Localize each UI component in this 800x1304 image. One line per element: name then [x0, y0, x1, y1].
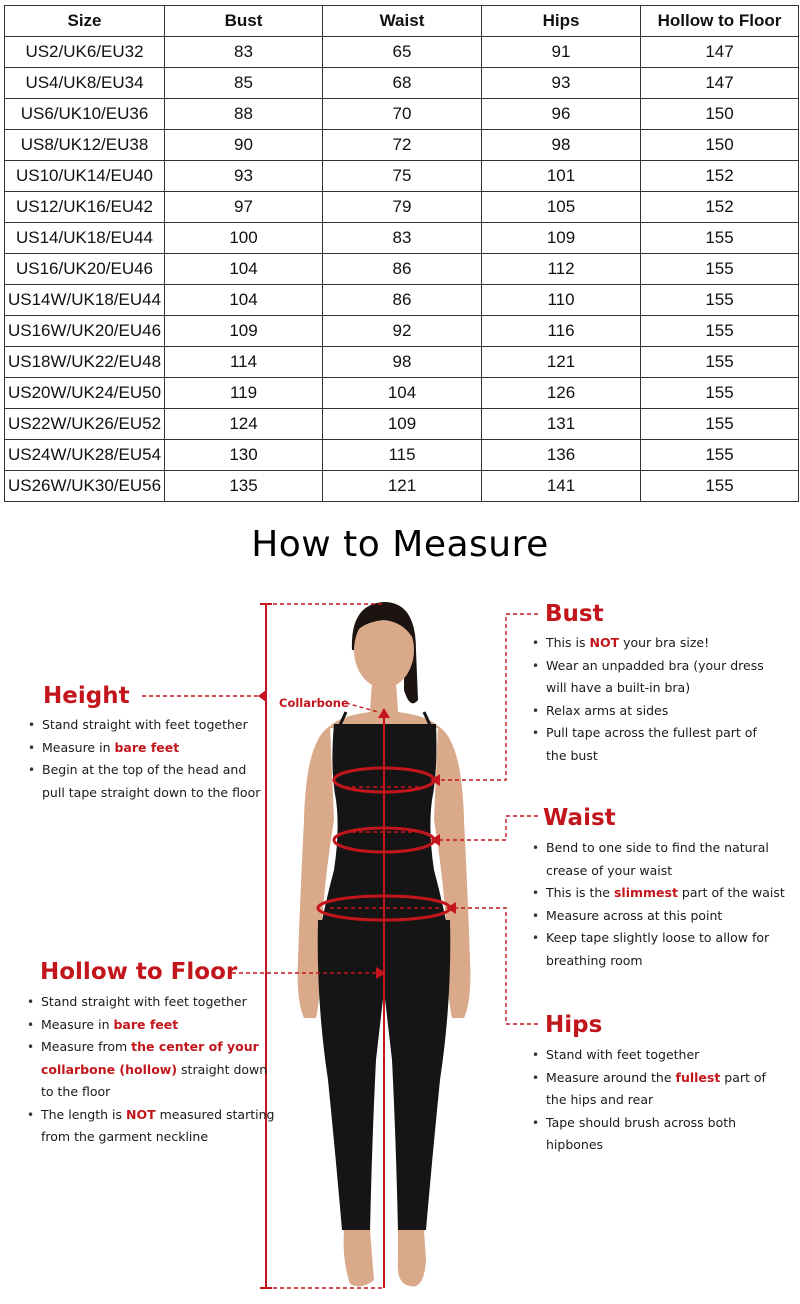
cell-hollow-to-floor: 155	[641, 223, 799, 254]
cell-hips: 136	[482, 440, 641, 471]
cell-bust: 100	[165, 223, 323, 254]
bust-instructions	[532, 632, 764, 767]
cell-bust: 135	[165, 471, 323, 502]
cell-bust: 97	[165, 192, 323, 223]
cell-waist: 115	[323, 440, 482, 471]
list-item: • The length is NOT measured starting from the garment neckline	[27, 1104, 274, 1149]
cell-size: US14/UK18/EU44	[5, 223, 165, 254]
cell-waist: 83	[323, 223, 482, 254]
list-item: • Stand straight with feet together	[28, 714, 260, 737]
cell-hollow-to-floor: 152	[641, 192, 799, 223]
cell-size: US16/UK20/EU46	[5, 254, 165, 285]
cell-size: US20W/UK24/EU50	[5, 378, 165, 409]
list-item: • This is the slimmest part of the waist	[532, 882, 785, 905]
list-item: • Tape should brush across both hipbones	[532, 1112, 766, 1157]
cell-size: US22W/UK26/EU52	[5, 409, 165, 440]
cell-waist: 70	[323, 99, 482, 130]
cell-waist: 121	[323, 471, 482, 502]
list-item: • Relax arms at sides	[532, 700, 764, 723]
cell-hips: 126	[482, 378, 641, 409]
how-to-measure-title: How to Measure	[251, 524, 549, 565]
cell-size: US14W/UK18/EU44	[5, 285, 165, 316]
cell-hips: 110	[482, 285, 641, 316]
cell-bust: 83	[165, 37, 323, 68]
collarbone-label: Collarbone	[279, 696, 349, 710]
cell-size: US12/UK16/EU42	[5, 192, 165, 223]
bust-heading: Bust	[545, 601, 604, 627]
cell-hollow-to-floor: 155	[641, 471, 799, 502]
list-item: • This is NOT your bra size!	[532, 632, 764, 655]
cell-hips: 91	[482, 37, 641, 68]
cell-size: US8/UK12/EU38	[5, 130, 165, 161]
cell-size: US10/UK14/EU40	[5, 161, 165, 192]
height-instructions	[28, 714, 260, 804]
cell-waist: 92	[323, 316, 482, 347]
cell-hollow-to-floor: 150	[641, 130, 799, 161]
cell-hips: 116	[482, 316, 641, 347]
cell-bust: 124	[165, 409, 323, 440]
list-item: • Measure from the center of your collarbone (hollow) straight down to the floor	[27, 1036, 274, 1104]
height-heading: Height	[43, 683, 130, 709]
cell-size: US24W/UK28/EU54	[5, 440, 165, 471]
cell-bust: 104	[165, 285, 323, 316]
header-hollow-to-floor: Hollow to Floor	[641, 6, 799, 37]
list-item: • Bend to one side to find the natural crease of your waist	[532, 837, 785, 882]
list-item: • Stand straight with feet together	[27, 991, 274, 1014]
list-item: • Measure in bare feet	[28, 737, 260, 760]
cell-size: US18W/UK22/EU48	[5, 347, 165, 378]
header-size: Size	[5, 6, 165, 37]
cell-hollow-to-floor: 155	[641, 409, 799, 440]
list-item: • Measure across at this point	[532, 905, 785, 928]
list-item: • Measure around the fullest part of the hips and rear	[532, 1067, 766, 1112]
cell-hollow-to-floor: 155	[641, 440, 799, 471]
cell-bust: 93	[165, 161, 323, 192]
cell-bust: 109	[165, 316, 323, 347]
cell-waist: 79	[323, 192, 482, 223]
cell-hips: 141	[482, 471, 641, 502]
cell-bust: 88	[165, 99, 323, 130]
waist-heading: Waist	[543, 805, 616, 831]
cell-bust: 114	[165, 347, 323, 378]
list-item: • Wear an unpadded bra (your dress will have a built-in bra)	[532, 655, 764, 700]
cell-waist: 68	[323, 68, 482, 99]
cell-hips: 121	[482, 347, 641, 378]
cell-hollow-to-floor: 155	[641, 254, 799, 285]
cell-bust: 85	[165, 68, 323, 99]
cell-waist: 65	[323, 37, 482, 68]
cell-bust: 130	[165, 440, 323, 471]
cell-hips: 93	[482, 68, 641, 99]
cell-bust: 104	[165, 254, 323, 285]
cell-waist: 75	[323, 161, 482, 192]
height-line	[260, 604, 272, 1288]
cell-waist: 109	[323, 409, 482, 440]
cell-waist: 86	[323, 285, 482, 316]
list-item: • Stand with feet together	[532, 1044, 766, 1067]
hollow-to-floor-heading: Hollow to Floor	[40, 959, 238, 985]
cell-hollow-to-floor: 150	[641, 99, 799, 130]
cell-bust: 119	[165, 378, 323, 409]
cell-hips: 101	[482, 161, 641, 192]
cell-hips: 96	[482, 99, 641, 130]
header-bust: Bust	[165, 6, 323, 37]
cell-hips: 131	[482, 409, 641, 440]
cell-hips: 112	[482, 254, 641, 285]
cell-size: US6/UK10/EU36	[5, 99, 165, 130]
cell-size: US26W/UK30/EU56	[5, 471, 165, 502]
cell-hollow-to-floor: 147	[641, 37, 799, 68]
cell-hollow-to-floor: 155	[641, 347, 799, 378]
cell-hollow-to-floor: 155	[641, 285, 799, 316]
cell-hips: 105	[482, 192, 641, 223]
list-item: • Measure in bare feet	[27, 1014, 274, 1037]
header-waist: Waist	[323, 6, 482, 37]
cell-size: US2/UK6/EU32	[5, 37, 165, 68]
cell-waist: 98	[323, 347, 482, 378]
cell-hollow-to-floor: 155	[641, 316, 799, 347]
hips-instructions	[532, 1044, 766, 1157]
list-item: • Pull tape across the fullest part of the bust	[532, 722, 764, 767]
cell-waist: 72	[323, 130, 482, 161]
waist-instructions	[532, 837, 785, 972]
cell-waist: 104	[323, 378, 482, 409]
hips-heading: Hips	[545, 1012, 603, 1038]
cell-hollow-to-floor: 155	[641, 378, 799, 409]
cell-hollow-to-floor: 152	[641, 161, 799, 192]
cell-hollow-to-floor: 147	[641, 68, 799, 99]
cell-bust: 90	[165, 130, 323, 161]
cell-hips: 98	[482, 130, 641, 161]
cell-hips: 109	[482, 223, 641, 254]
cell-waist: 86	[323, 254, 482, 285]
hollow-to-floor-instructions	[27, 991, 274, 1149]
header-hips: Hips	[482, 6, 641, 37]
cell-size: US16W/UK20/EU46	[5, 316, 165, 347]
list-item: • Keep tape slightly loose to allow for breathing room	[532, 927, 785, 972]
list-item: • Begin at the top of the head and pull tape straight down to the floor	[28, 759, 260, 804]
cell-size: US4/UK8/EU34	[5, 68, 165, 99]
